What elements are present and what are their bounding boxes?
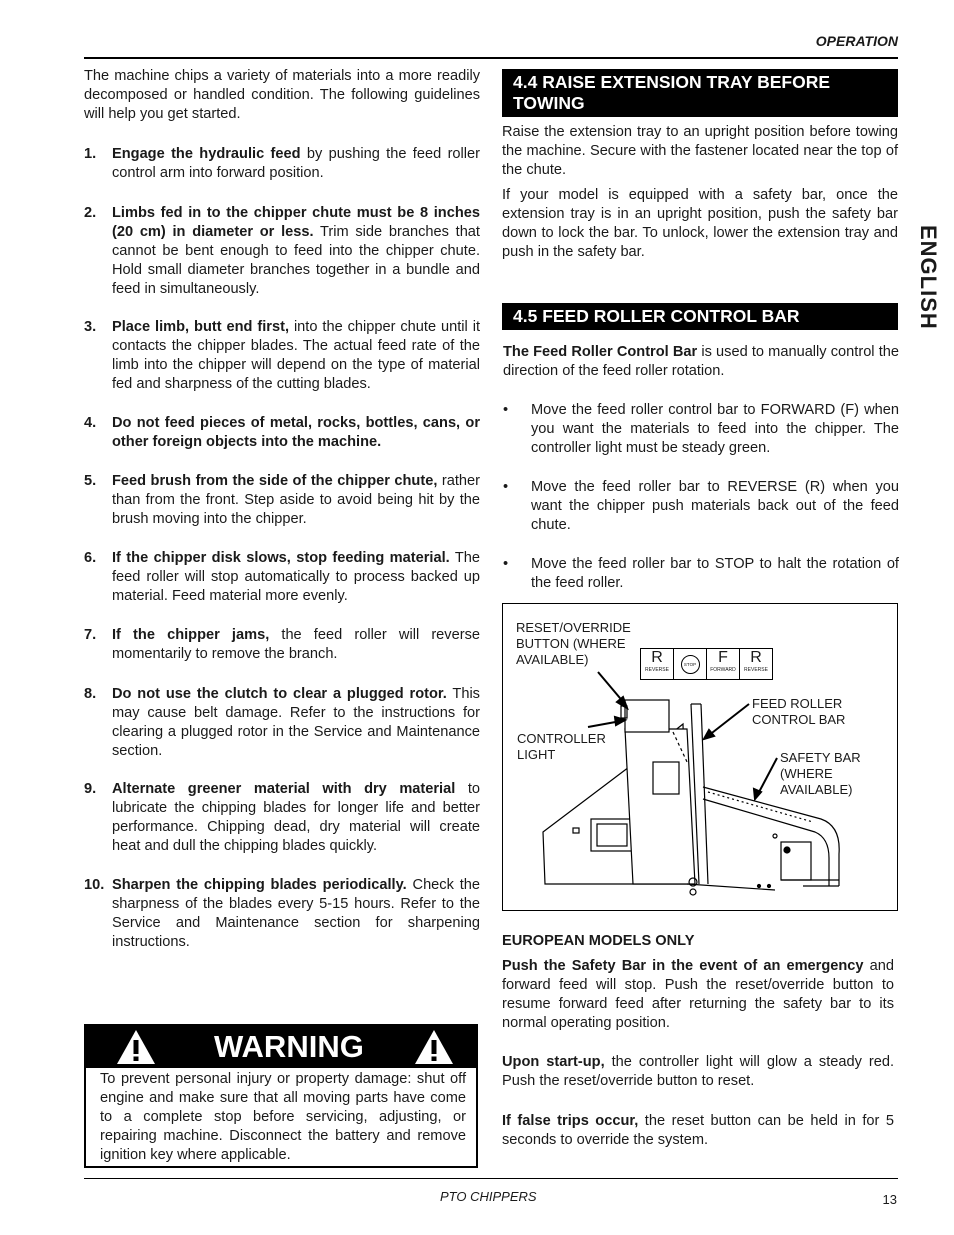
warning-icon <box>116 1029 156 1065</box>
section-heading-4-4: 4.4 RAISE EXTENSION TRAY BEFORE TOWING <box>502 69 898 117</box>
guideline-item: 4. Do not feed pieces of metal, rocks, bottles, cans, or other foreign objects into the machine. <box>84 415 480 450</box>
section-4-4-para-2: If your model is equipped with a safety bar, once the extension tray is in an upright position, push the safety bar down to lock the bar. To unlock, lower the extension tray and push in the safety bar. <box>502 187 898 260</box>
warning-icon <box>414 1029 454 1065</box>
stop-button[interactable]: STOP <box>674 649 707 679</box>
guideline-item: 6. If the chipper disk slows, stop feeding material. The feed roller will stop automatically to process backed up material. Feed material more evenly. <box>84 550 480 604</box>
european-heading: EUROPEAN MODELS ONLY <box>502 933 695 949</box>
guideline-item: 5. Feed brush from the side of the chipper chute, rather than from the front. Step aside to avoid being hit by the brush moving into the chipper. <box>84 473 480 527</box>
bullet-item: • Move the feed roller bar to STOP to halt the rotation of the feed roller. <box>503 556 899 591</box>
section-4-5-intro: The Feed Roller Control Bar is used to manually control the direction of the feed roller rotation. <box>503 344 899 379</box>
european-para-2: Upon start-up, the controller light will glow a steady red. Push the reset/override button to reset. <box>502 1054 895 1089</box>
european-para-1: Push the Safety Bar in the event of an emergency and forward feed will stop. Push the reset/override button to resume forward feed after returning the safety bar to its normal operating position. <box>502 958 894 1031</box>
label-controller-light: CONTROLLER LIGHT <box>517 731 606 762</box>
section-heading-4-5: 4.5 FEED ROLLER CONTROL BAR <box>502 303 898 330</box>
page-number: 13 <box>882 1192 897 1207</box>
reverse-button[interactable]: R REVERSE <box>641 649 674 679</box>
label-feed-roller-bar: FEED ROLLER CONTROL BAR <box>752 696 846 727</box>
section-header: OPERATION <box>815 33 898 49</box>
bullet-item: • Move the feed roller bar to REVERSE (R) when you want the chipper push materials back out of the feed chute. <box>503 479 899 533</box>
chipper-figure <box>502 603 898 911</box>
top-rule <box>84 57 898 59</box>
guideline-item: 3. Place limb, butt end first, into the chipper chute until it contacts the chipper blades. The actual feed rate of the limb into the chipper will depend on the type of material fed and sharpness of the cutting blades. <box>84 319 481 392</box>
warning-box <box>84 1024 478 1168</box>
label-reset-override: RESET/OVERRIDE BUTTON (WHERE AVAILABLE) <box>516 620 631 667</box>
intro-paragraph: The machine chips a variety of materials into a more readily decomposed or handled condition. The following guidelines will help you get started. <box>84 68 480 122</box>
guideline-item: 7. If the chipper jams, the feed roller will reverse momentarily to remove the branch. <box>84 627 480 662</box>
warning-banner <box>86 1026 476 1068</box>
language-tab <box>913 225 941 335</box>
european-para-3: If false trips occur, the reset button can be held in for 5 seconds to override the system. <box>502 1113 894 1148</box>
guideline-item: 9. Alternate greener material with dry material to lubricate the chipping blades for longer life and better performance. Chipping dead, dry material will create heat and dull the chipping blades quickly. <box>84 781 480 854</box>
footer-title: PTO CHIPPERS <box>440 1189 537 1204</box>
guideline-item: 1. Engage the hydraulic feed by pushing the feed roller control arm into forward position. <box>84 146 481 181</box>
guideline-item: 10. Sharpen the chipping blades periodically. Check the sharpness of the blades every 5-15 hours. Refer to the Service and Maintenance section for sharpening instructions. <box>84 877 481 950</box>
bottom-rule <box>84 1178 898 1179</box>
label-safety-bar: SAFETY BAR (WHERE AVAILABLE) <box>780 750 861 797</box>
bullet-item: • Move the feed roller control bar to FORWARD (F) when you want the materials to feed into the chipper. The controller light must be steady green. <box>503 402 899 456</box>
guideline-item: 2. Limbs fed in to the chipper chute must be 8 inches (20 cm) in diameter or less. Trim side branches that cannot be bent enough to feed into the chipper chute. Hold small diameter branches together in a bundle and feed in simultaneously. <box>84 205 480 297</box>
language-tab-label: ENGLISH <box>916 225 941 330</box>
warning-text: To prevent personal injury or property damage: shut off engine and make sure that all moving parts have come to a complete stop before servicing, adjusting, or repairing machine. Disconnect the battery and remove ignition key where applicable. <box>100 1071 466 1163</box>
warning-title: WARNING <box>214 1029 364 1064</box>
chipper-drawing <box>503 604 897 910</box>
forward-button[interactable]: F FORWARD <box>707 649 740 679</box>
section-4-4-para-1: Raise the extension tray to an upright position before towing the machine. Secure with the fastener located near the top of the chute. <box>502 124 898 178</box>
reverse-button[interactable]: R REVERSE <box>744 649 768 673</box>
guideline-item: 8. Do not use the clutch to clear a plugged rotor. This may cause belt damage. Refer to the instructions for clearing a plugged rotor in the Service and Maintenance section. <box>84 686 480 759</box>
